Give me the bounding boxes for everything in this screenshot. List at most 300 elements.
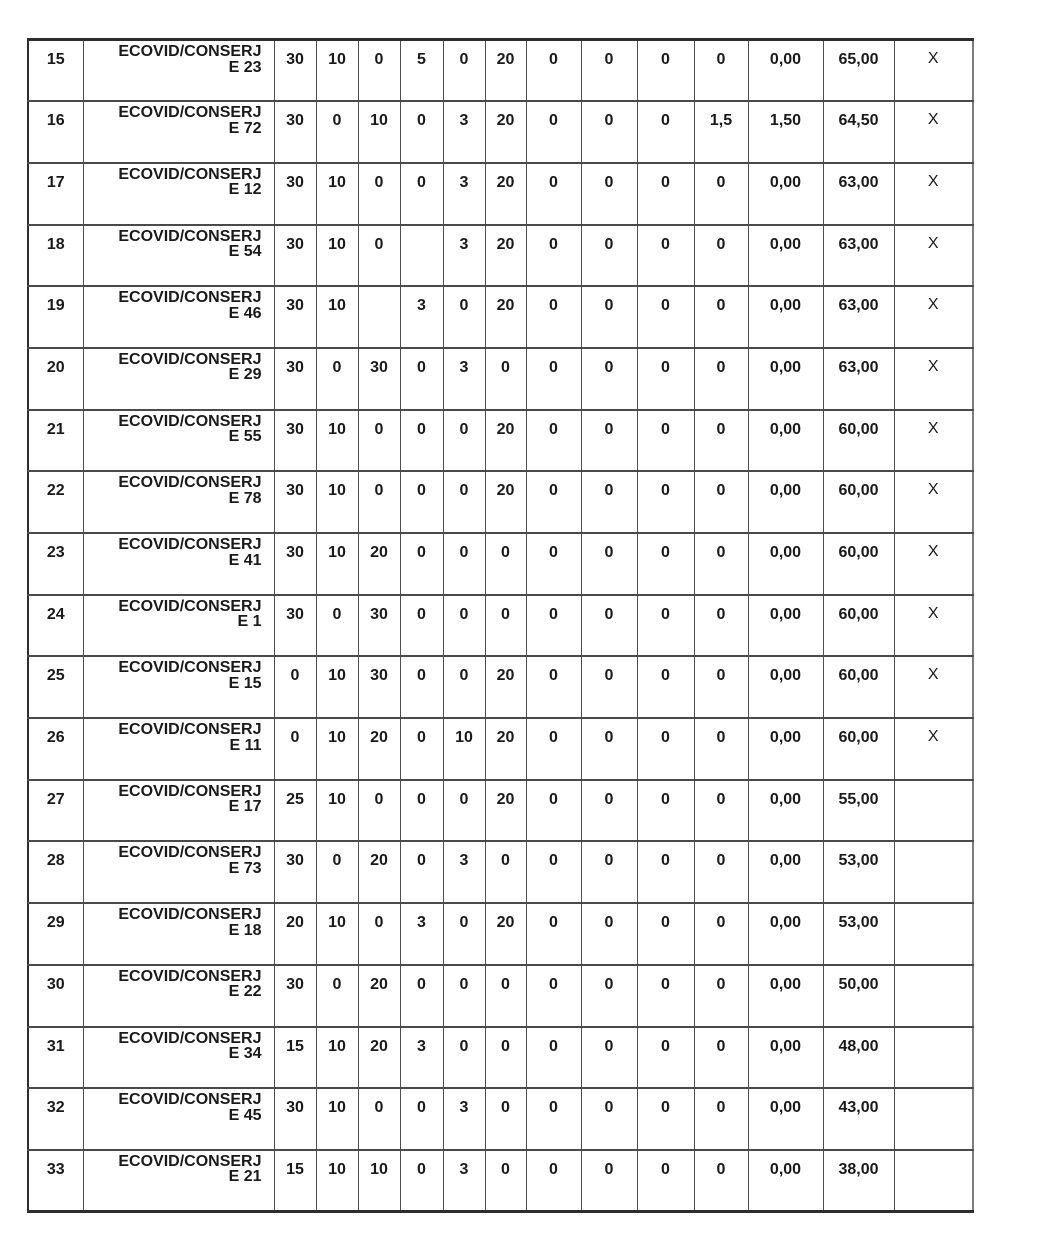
name-line: ECOVID/CONSERJ: [118, 43, 262, 60]
mark-cell: [894, 1088, 973, 1150]
score-cell: 0: [443, 410, 485, 472]
total-cell: 63,00: [823, 225, 894, 287]
score-cell: [400, 225, 443, 287]
score-cell: 0: [526, 718, 581, 780]
score-cell: 0: [316, 348, 358, 410]
penalty-cell: 0,00: [748, 595, 823, 657]
penalty-cell: 0,00: [748, 533, 823, 595]
score-cell: 0: [526, 780, 581, 842]
score-cell: 0: [400, 1150, 443, 1212]
score-cell: 30: [274, 533, 316, 595]
name-cell: [83, 1150, 274, 1212]
name-line: E 34: [228, 1045, 262, 1062]
score-cell: 30: [274, 225, 316, 287]
name-cell: [83, 286, 274, 348]
name-cell: [83, 471, 274, 533]
mark-cell: X: [894, 225, 973, 287]
score-cell: 0: [526, 533, 581, 595]
score-cell: 0: [637, 40, 694, 102]
penalty-cell: 0,00: [748, 718, 823, 780]
score-cell: 3: [400, 903, 443, 965]
rank-cell: 31: [28, 1027, 83, 1089]
score-cell: 0: [637, 163, 694, 225]
mark-cell: X: [894, 533, 973, 595]
score-cell: 10: [316, 1150, 358, 1212]
score-cell: 20: [485, 903, 526, 965]
score-cell: 0: [526, 965, 581, 1027]
score-cell: 10: [358, 101, 400, 163]
penalty-cell: 0,00: [748, 1150, 823, 1212]
score-cell: 0: [316, 101, 358, 163]
total-cell: 55,00: [823, 780, 894, 842]
table-row: [28, 348, 973, 410]
score-cell: 0: [694, 533, 748, 595]
score-cell: 0: [526, 595, 581, 657]
score-cell: 3: [443, 225, 485, 287]
total-cell: 63,00: [823, 286, 894, 348]
score-cell: 0: [581, 595, 637, 657]
penalty-cell: 0,00: [748, 40, 823, 102]
name-line: E 17: [228, 798, 262, 816]
score-cell: 20: [485, 225, 526, 287]
score-cell: 0: [637, 656, 694, 718]
score-cell: 0: [581, 533, 637, 595]
score-cell: 0: [526, 903, 581, 965]
name-cell: [83, 410, 274, 472]
score-cell: 0: [358, 780, 400, 842]
name-cell: [83, 1088, 274, 1150]
penalty-cell: 0,00: [748, 656, 823, 718]
score-cell: 20: [485, 286, 526, 348]
name-line: E 78: [228, 489, 262, 507]
score-cell: 30: [274, 1088, 316, 1150]
score-cell: 30: [358, 595, 400, 657]
name-cell: [83, 903, 274, 965]
table-row: [28, 101, 973, 163]
table-row: [28, 595, 973, 657]
name-line: ECOVID/CONSERJ: [118, 474, 262, 492]
score-cell: 10: [316, 780, 358, 842]
score-cell: 0: [694, 965, 748, 1027]
penalty-cell: 0,00: [748, 903, 823, 965]
score-cell: 0: [400, 533, 443, 595]
mark-cell: X: [894, 718, 973, 780]
total-cell: 50,00: [823, 965, 894, 1027]
score-cell: 30: [274, 286, 316, 348]
score-cell: 20: [485, 718, 526, 780]
score-cell: 30: [274, 471, 316, 533]
score-cell: 20: [358, 718, 400, 780]
score-cell: 0: [526, 471, 581, 533]
name-line: E 72: [228, 119, 262, 137]
total-cell: 64,50: [823, 101, 894, 163]
score-cell: 0: [694, 718, 748, 780]
score-cell: 0: [694, 656, 748, 718]
rank-cell: 25: [28, 656, 83, 718]
mark-cell: X: [894, 656, 973, 718]
name-cell: [83, 225, 274, 287]
score-cell: 3: [443, 348, 485, 410]
table-row: [28, 40, 973, 102]
name-cell: [83, 348, 274, 410]
score-cell: 10: [358, 1150, 400, 1212]
score-cell: 0: [526, 841, 581, 903]
mark-cell: X: [894, 348, 973, 410]
penalty-cell: 0,00: [748, 348, 823, 410]
score-cell: 0: [358, 163, 400, 225]
score-cell: 30: [358, 656, 400, 718]
score-cell: 0: [526, 348, 581, 410]
score-cell: 20: [358, 1027, 400, 1089]
score-cell: 0: [316, 595, 358, 657]
score-cell: 0: [526, 101, 581, 163]
score-cell: 0: [694, 595, 748, 657]
score-cell: 0: [443, 533, 485, 595]
score-cell: 0: [694, 348, 748, 410]
penalty-cell: 0,00: [748, 225, 823, 287]
total-cell: 60,00: [823, 410, 894, 472]
table-row: [28, 533, 973, 595]
score-cell: 0: [581, 471, 637, 533]
table-row: [28, 656, 973, 718]
name-cell: [83, 40, 274, 102]
score-cell: 3: [443, 841, 485, 903]
rank-cell: 16: [28, 101, 83, 163]
score-cell: 0: [637, 595, 694, 657]
table-row: [28, 1150, 973, 1212]
score-cell: 0: [694, 841, 748, 903]
score-cell: 0: [581, 718, 637, 780]
score-cell: 0: [694, 903, 748, 965]
score-cell: 0: [694, 1150, 748, 1212]
score-cell: 0: [581, 1027, 637, 1089]
score-cell: 30: [274, 348, 316, 410]
score-cell: 0: [443, 656, 485, 718]
score-cell: 10: [316, 163, 358, 225]
total-cell: 63,00: [823, 163, 894, 225]
score-cell: 0: [581, 780, 637, 842]
score-cell: 0: [358, 471, 400, 533]
score-cell: 0: [526, 163, 581, 225]
score-cell: 0: [443, 286, 485, 348]
rank-cell: 15: [46, 51, 65, 68]
score-cell: 15: [274, 1150, 316, 1212]
score-cell: 0: [637, 903, 694, 965]
score-cell: 0: [443, 780, 485, 842]
score-cell: 0: [581, 965, 637, 1027]
name-line: E 41: [228, 551, 262, 569]
score-cell: 0: [694, 40, 748, 102]
score-cell: 10: [316, 656, 358, 718]
score-cell: 0: [581, 903, 637, 965]
total-cell: 63,00: [823, 348, 894, 410]
name-line: ECOVID/CONSERJ: [118, 412, 262, 430]
score-cell: 0: [694, 286, 748, 348]
score-cell: 0: [581, 1088, 637, 1150]
penalty-cell: 0,00: [748, 1027, 823, 1089]
score-cell: 10: [316, 1088, 358, 1150]
name-line: ECOVID/CONSERJ: [118, 597, 262, 615]
mark-cell: [894, 965, 973, 1027]
score-cell: 3: [443, 163, 485, 225]
score-cell: 0: [637, 1150, 694, 1212]
total-cell: 53,00: [823, 903, 894, 965]
score-cell: 0: [443, 471, 485, 533]
score-cell: 20: [485, 163, 526, 225]
score-cell: 0: [637, 471, 694, 533]
score-cell: 0: [358, 1088, 400, 1150]
name-cell: [83, 718, 274, 780]
score-cell: 0: [581, 286, 637, 348]
score-cell: 0: [637, 1088, 694, 1150]
score-cell: 20: [358, 533, 400, 595]
name-line: ECOVID/CONSERJ: [118, 227, 262, 245]
penalty-cell: 0,00: [748, 410, 823, 472]
score-cell: 15: [274, 1027, 316, 1089]
name-line: ECOVID/CONSERJ: [118, 289, 262, 307]
name-line: E 22: [228, 983, 262, 1001]
rank-cell: 19: [28, 286, 83, 348]
score-cell: 0: [443, 40, 485, 102]
score-cell: 0: [485, 965, 526, 1027]
score-cell: 0: [358, 40, 400, 102]
name-line: ECOVID/CONSERJ: [118, 1091, 262, 1109]
score-cell: 0: [485, 348, 526, 410]
score-cell: 10: [316, 533, 358, 595]
table-row: [28, 286, 973, 348]
score-cell: 20: [485, 780, 526, 842]
score-cell: 0: [485, 1027, 526, 1089]
score-cell: 0: [400, 718, 443, 780]
score-cell: 0: [581, 1150, 637, 1212]
name-cell: [83, 595, 274, 657]
rank-cell: 21: [28, 410, 83, 472]
score-cell: 5: [400, 40, 443, 102]
score-cell: 0: [637, 348, 694, 410]
score-cell: 0: [443, 1027, 485, 1089]
total-cell: 60,00: [823, 533, 894, 595]
rank-cell: 28: [28, 841, 83, 903]
score-cell: 30: [274, 40, 316, 102]
score-table: [27, 38, 974, 1213]
score-cell: 10: [316, 471, 358, 533]
score-cell: 0: [400, 101, 443, 163]
name-line: E 12: [228, 181, 262, 199]
mark-cell: [894, 1150, 973, 1212]
rank-cell: 33: [28, 1150, 83, 1212]
score-cell: 20: [485, 410, 526, 472]
score-cell: 0: [358, 903, 400, 965]
score-cell: 0: [581, 841, 637, 903]
score-cell: 10: [316, 718, 358, 780]
rank-cell: 18: [28, 225, 83, 287]
score-cell: 0: [274, 718, 316, 780]
mark-cell: [894, 903, 973, 965]
mark-cell: X: [894, 471, 973, 533]
name-line: ECOVID/CONSERJ: [118, 104, 262, 122]
score-cell: 0: [358, 225, 400, 287]
name-line: ECOVID/CONSERJ: [118, 165, 262, 183]
score-cell: 0: [694, 163, 748, 225]
rank-cell: 20: [28, 348, 83, 410]
mark-cell: X: [894, 595, 973, 657]
name-cell: [83, 533, 274, 595]
penalty-cell: 0,00: [748, 841, 823, 903]
name-line: E 21: [228, 1168, 262, 1186]
score-cell: 0: [637, 410, 694, 472]
name-cell: [83, 656, 274, 718]
score-cell: 0: [694, 410, 748, 472]
score-cell: 10: [316, 903, 358, 965]
rank-cell: 17: [28, 163, 83, 225]
score-cell: 0: [581, 410, 637, 472]
name-line: ECOVID/CONSERJ: [118, 906, 262, 924]
score-cell: 0: [400, 780, 443, 842]
total-cell: 60,00: [823, 471, 894, 533]
score-cell: 0: [637, 1027, 694, 1089]
rank-cell: 27: [28, 780, 83, 842]
score-cell: 1,5: [694, 101, 748, 163]
penalty-cell: 0,00: [748, 471, 823, 533]
rank-cell: 22: [28, 471, 83, 533]
score-cell: 0: [526, 1150, 581, 1212]
total-cell: 48,00: [823, 1027, 894, 1089]
score-cell: 0: [400, 595, 443, 657]
total-cell: 60,00: [823, 718, 894, 780]
score-cell: 0: [581, 163, 637, 225]
total-cell: 43,00: [823, 1088, 894, 1150]
score-cell: 0: [485, 595, 526, 657]
name-cell: [83, 780, 274, 842]
table-row: [28, 1088, 973, 1150]
score-cell: 0: [694, 225, 748, 287]
total-cell: 38,00: [823, 1150, 894, 1212]
score-cell: 0: [526, 225, 581, 287]
score-cell: 0: [485, 841, 526, 903]
score-cell: 10: [443, 718, 485, 780]
score-cell: 0: [637, 718, 694, 780]
table-row: [28, 903, 973, 965]
score-cell: 0: [443, 965, 485, 1027]
score-cell: 0: [526, 410, 581, 472]
name-line: E 55: [228, 428, 262, 446]
score-cell: 0: [358, 410, 400, 472]
score-cell: 30: [358, 348, 400, 410]
score-cell: 20: [485, 101, 526, 163]
score-cell: 0: [400, 841, 443, 903]
penalty-cell: 0,00: [748, 780, 823, 842]
score-cell: 25: [274, 780, 316, 842]
score-cell: 0: [400, 656, 443, 718]
score-cell: 0: [581, 101, 637, 163]
score-cell: 10: [316, 286, 358, 348]
score-cell: 0: [526, 286, 581, 348]
name-line: E 46: [228, 304, 262, 322]
name-line: ECOVID/CONSERJ: [118, 967, 262, 985]
score-cell: [358, 286, 400, 348]
total-cell: 60,00: [823, 595, 894, 657]
score-cell: 0: [400, 471, 443, 533]
score-cell: 0: [581, 348, 637, 410]
table-row: [28, 471, 973, 533]
name-line: ECOVID/CONSERJ: [118, 1029, 262, 1047]
score-cell: 0: [637, 965, 694, 1027]
name-cell: [83, 163, 274, 225]
score-cell: 0: [526, 1088, 581, 1150]
score-cell: 30: [274, 163, 316, 225]
rank-cell: 29: [28, 903, 83, 965]
score-cell: 10: [316, 40, 358, 102]
score-cell: 30: [274, 965, 316, 1027]
penalty-cell: 0,00: [748, 163, 823, 225]
rank-cell: 32: [28, 1088, 83, 1150]
score-cell: 0: [485, 533, 526, 595]
table-row: [28, 410, 973, 472]
score-cell: 0: [637, 225, 694, 287]
table-row: [28, 718, 973, 780]
name-cell: [83, 841, 274, 903]
score-cell: 20: [274, 903, 316, 965]
score-cell: 20: [358, 841, 400, 903]
score-cell: 0: [637, 533, 694, 595]
score-cell: 30: [274, 410, 316, 472]
table-row: [28, 841, 973, 903]
score-cell: 0: [581, 656, 637, 718]
name-line: E 23: [228, 58, 262, 76]
name-line: ECOVID/CONSERJ: [118, 844, 262, 862]
name-line: E 45: [228, 1106, 262, 1124]
name-line: ECOVID/CONSERJ: [118, 782, 262, 800]
table-row: [28, 1027, 973, 1089]
score-cell: 3: [400, 1027, 443, 1089]
mark-cell: [894, 780, 973, 842]
name-line: ECOVID/CONSERJ: [118, 536, 262, 553]
score-cell: 20: [358, 965, 400, 1027]
table-row: [28, 225, 973, 287]
total-cell: 60,00: [823, 656, 894, 718]
score-cell: 30: [274, 841, 316, 903]
name-line: ECOVID/CONSERJ: [118, 721, 262, 739]
score-cell: 0: [443, 595, 485, 657]
rank-cell: 26: [28, 718, 83, 780]
score-cell: 0: [637, 841, 694, 903]
name-cell: [83, 101, 274, 163]
score-cell: 0: [485, 1088, 526, 1150]
score-cell: 0: [400, 410, 443, 472]
total-cell: 53,00: [823, 841, 894, 903]
mark-cell: X: [894, 40, 973, 102]
mark-cell: X: [894, 286, 973, 348]
score-cell: 0: [637, 286, 694, 348]
score-cell: 0: [400, 965, 443, 1027]
score-table-body: [28, 40, 973, 1212]
total-cell: 65,00: [823, 40, 894, 102]
score-cell: 0: [581, 225, 637, 287]
score-cell: 0: [485, 1150, 526, 1212]
score-cell: 0: [637, 101, 694, 163]
name-cell: [83, 965, 274, 1027]
score-cell: 0: [400, 163, 443, 225]
name-line: E 15: [228, 674, 262, 692]
penalty-cell: 0,00: [748, 965, 823, 1027]
name-cell: [83, 1027, 274, 1089]
score-cell: 0: [526, 1027, 581, 1089]
penalty-cell: 1,50: [748, 101, 823, 163]
rank-cell: 30: [28, 965, 83, 1027]
name-line: E 73: [228, 859, 262, 877]
score-cell: 30: [274, 101, 316, 163]
name-line: E 54: [228, 243, 262, 261]
